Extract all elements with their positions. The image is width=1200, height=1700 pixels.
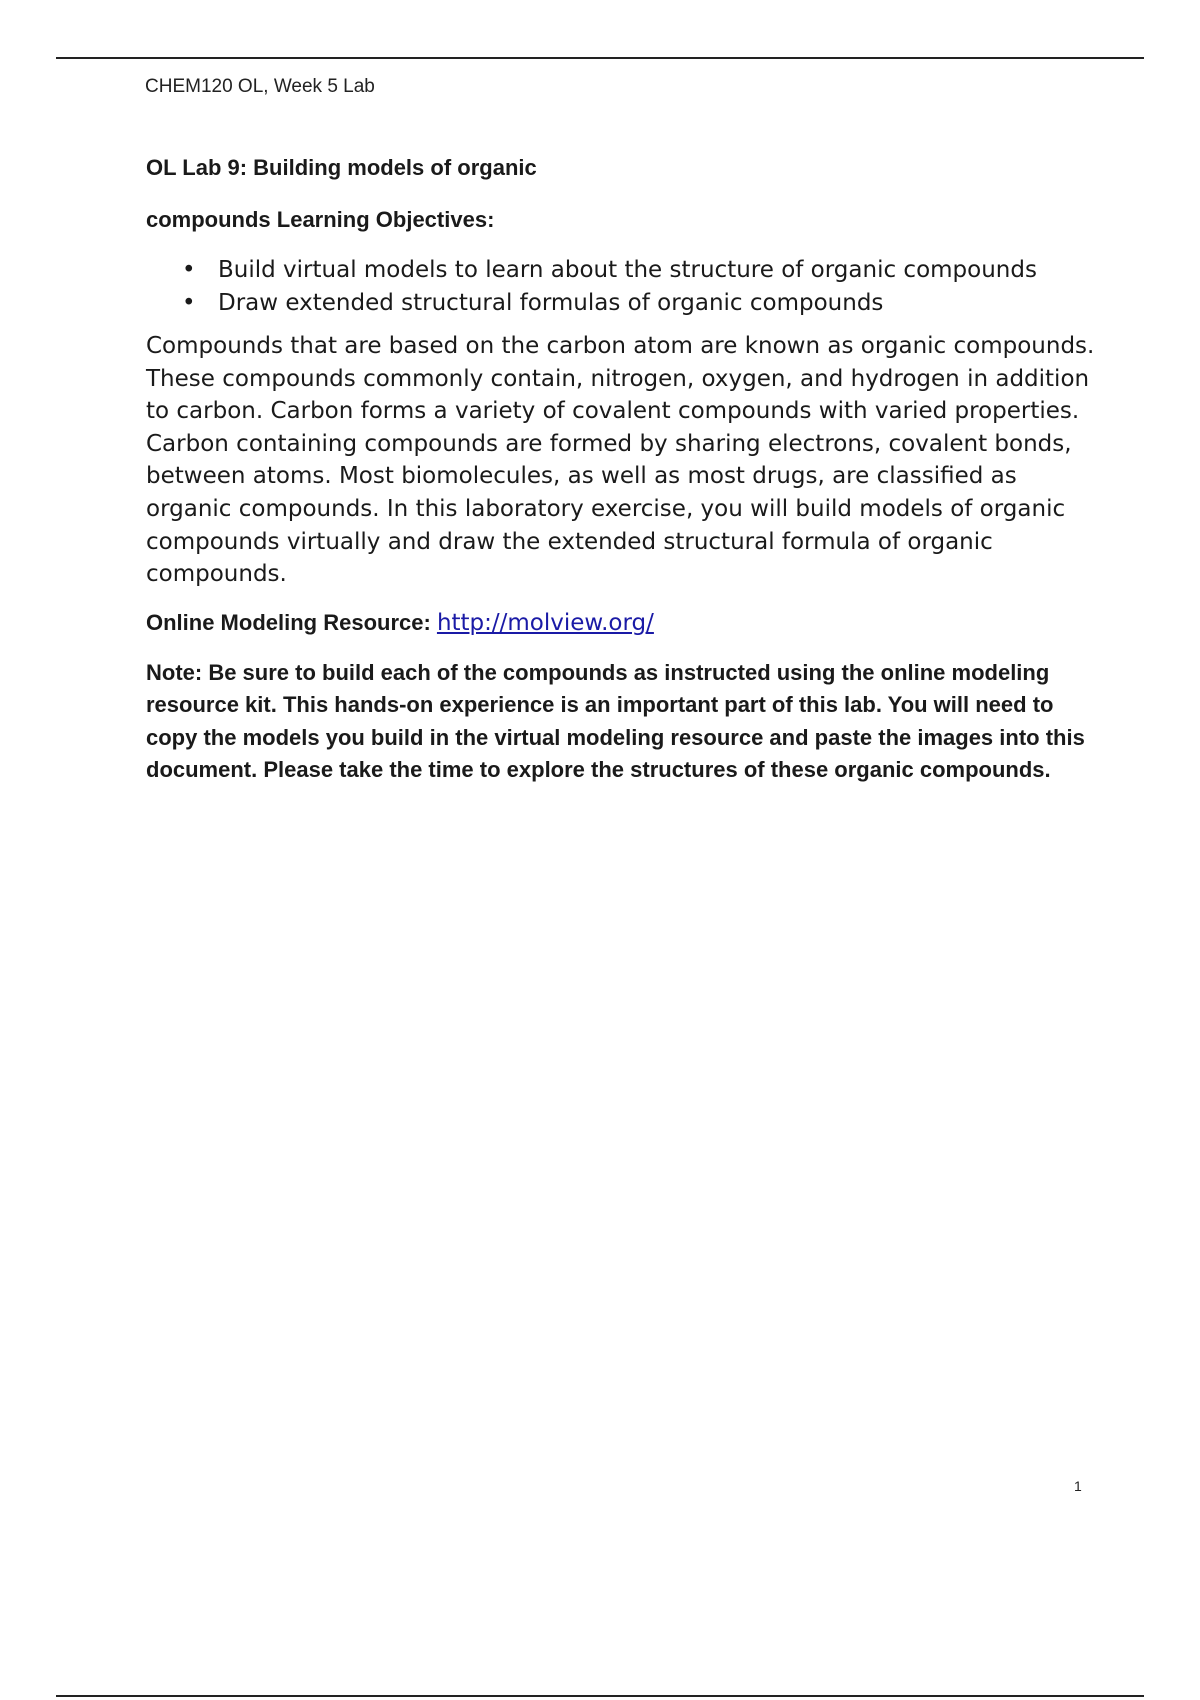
title-line-1: OL Lab 9: Building models of organic — [146, 155, 537, 180]
bullet-icon: • — [182, 257, 196, 283]
objective-text: Draw extended structural formulas of organic compounds — [218, 290, 884, 316]
objective-text: Build virtual models to learn about the structure of organic compounds — [218, 257, 1037, 283]
bullet-icon: • — [182, 290, 196, 316]
bottom-rule — [56, 1695, 1144, 1697]
list-item — [146, 254, 1096, 287]
document-body — [146, 152, 1096, 787]
note-paragraph: Note: Be sure to build each of the compounds as instructed using the online modeling resource kit. This hands-on experience is an important part of this lab. You will need to copy the models you build in the virtual modeling resource and paste the images into this document. Please take the time to explore the structures of these organic compounds. — [146, 659, 1085, 783]
list-item — [146, 287, 1096, 320]
top-rule — [56, 57, 1144, 59]
page-header: CHEM120 OL, Week 5 Lab — [145, 76, 375, 97]
intro-paragraph: Compounds that are based on the carbon atom are known as organic compounds. These compounds commonly contain, nitrogen, oxygen, and hydrogen in addition to carbon. Carbon forms a variety of covalent compounds with varied properties. Carbon containing compounds are formed by sharing electrons, covalent bonds, between atoms. Most biomolecules, as well as most drugs, are classified as organic compounds. In this laboratory exercise, you will build models of organic compounds virtually and draw the extended structural formula of organic compounds. — [146, 333, 1095, 588]
document-title — [146, 152, 1096, 236]
resource-line — [146, 607, 1096, 639]
learning-objectives-list — [146, 254, 1096, 320]
resource-link[interactable]: http://molview.org/ — [436, 609, 654, 636]
title-line-2: compounds Learning Objectives: — [146, 207, 495, 232]
resource-label: Online Modeling Resource: — [146, 609, 431, 635]
page-number: 1 — [1074, 1478, 1082, 1494]
